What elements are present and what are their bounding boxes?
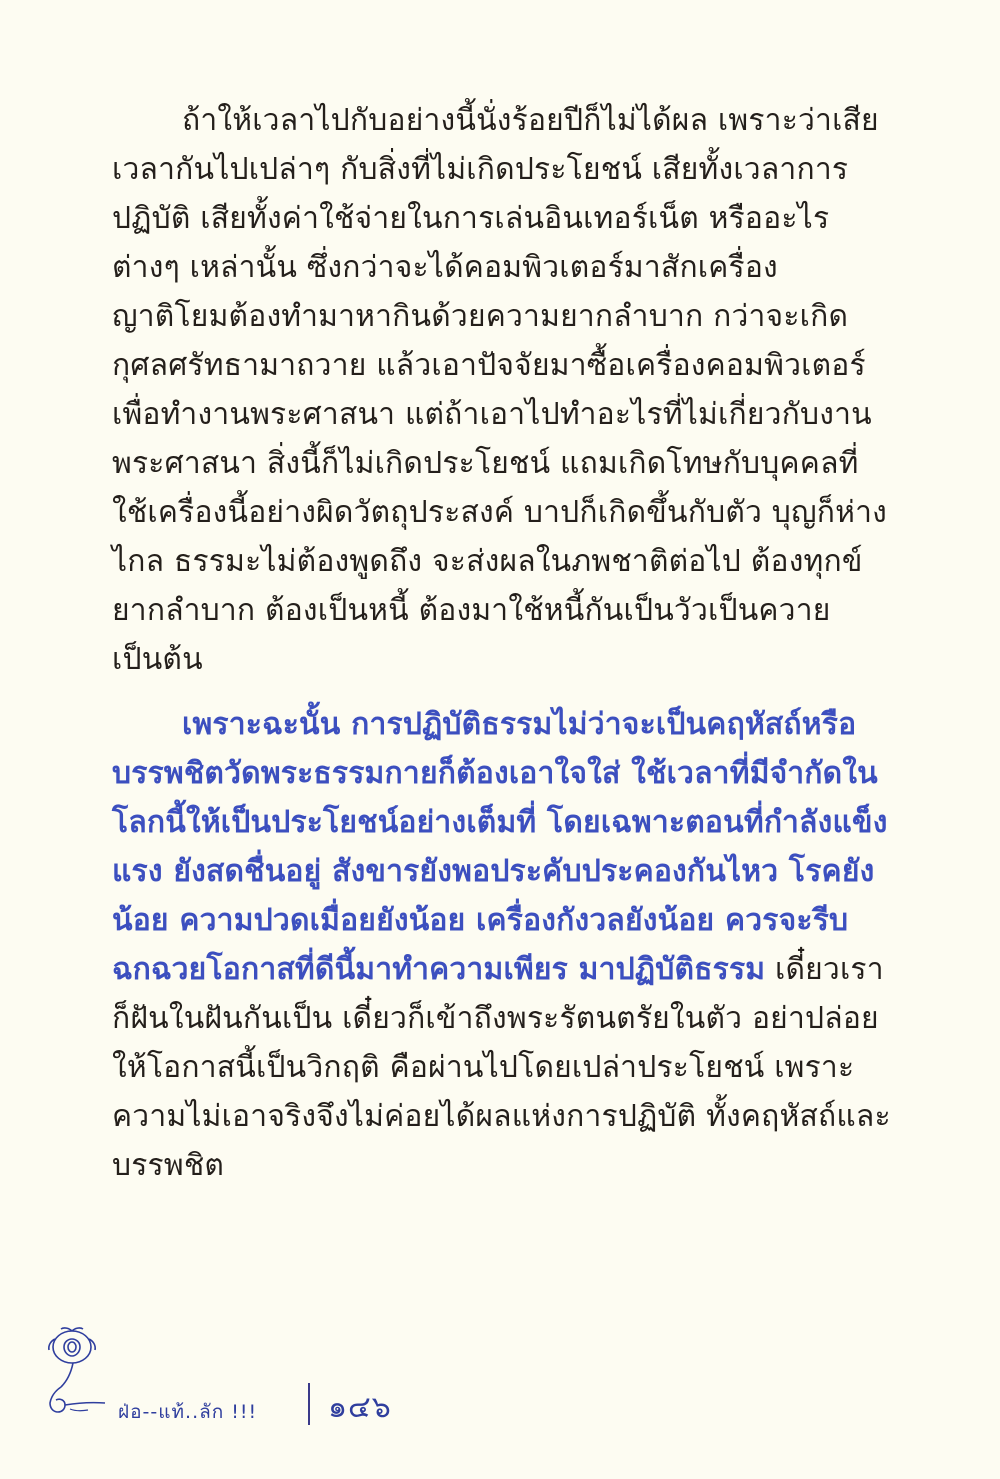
- page-footer: [40, 1325, 392, 1435]
- page-number: ๑๔๖: [328, 1390, 392, 1425]
- paragraph-2-highlight: เพราะฉะนั้น การปฏิบัติธรรมไม่ว่าจะเป็นคฤหัสถ์หรือบรรพชิตวัดพระธรรมกายก็ต้องเอาใจใส่ ใช้เวลาที่มีจำกัดในโลกนี้ให้เป็นประโยชน์อย่างเต็มที่ โดยเฉพาะตอนที่กำลังแข็งแรง ยังสดชื่นอยู่ สังขารยังพอประคับประคองกันไหว โรคยังน้อย ความปวดเมื่อยยังน้อย เครื่องกังวลยังน้อย ควรจะรีบฉกฉวยโอกาสที่ดีนี้มาทำความเพียร มาปฏิบัติธรรม: [112, 707, 888, 987]
- signature-text: ฝ่อ--แท้..ลัก !!!: [118, 1401, 258, 1423]
- footer-divider: [308, 1383, 310, 1425]
- paragraph-1: [112, 96, 892, 684]
- paragraph-1-text: ถ้าให้เวลาไปกับอย่างนี้นั่งร้อยปีก็ไม่ได้ผล เพราะว่าเสียเวลากันไปเปล่าๆ กับสิ่งที่ไม่เกิดประโยชน์ เสียทั้งเวลาการปฏิบัติ เสียทั้งค่าใช้จ่ายในการเล่นอินเทอร์เน็ต หรืออะไรต่างๆ เหล่านั้น ซึ่งกว่าจะได้คอมพิวเตอร์มาสักเครื่อง ญาติโยมต้องทำมาหากินด้วยความยากลำบาก กว่าจะเกิดกุศลศรัทธามาถวาย แล้วเอาปัจจัยมาซื้อเครื่องคอมพิวเตอร์เพื่อทำงานพระศาสนา แต่ถ้าเอาไปทำอะไรที่ไม่เกี่ยวกับงานพระศาสนา สิ่งนี้ก็ไม่เกิดประโยชน์ แถมเกิดโทษกับบุคคลที่ใช้เครื่องนี้อย่างผิดวัตถุประสงค์ บาปก็เกิดขึ้นกับตัว บุญก็ห่างไกล ธรรมะไม่ต้องพูดถึง จะส่งผลในภพชาติต่อไป ต้องทุกข์ยากลำบาก ต้องเป็นหนี้ ต้องมาใช้หนี้กันเป็นวัวเป็นควาย เป็นต้น: [112, 103, 888, 677]
- paragraph-2: [112, 700, 892, 1190]
- signature-mark: [40, 1325, 290, 1435]
- paragraph-block-2: [112, 700, 892, 1190]
- paragraph-block-1: [112, 96, 892, 684]
- paragraph-2-rest: เดี๋ยวเราก็ฝันในฝันกันเป็น เดี๋ยวก็เข้าถึงพระรัตนตรัยในตัว อย่าปล่อยให้โอกาสนี้เป็นวิกฤติ คือผ่านไปโดยเปล่าประโยชน์ เพราะความไม่เอาจริงจึงไม่ค่อยได้ผลแห่งการปฏิบัติ ทั้งคฤหัสถ์และบรรพชิต: [112, 952, 891, 1183]
